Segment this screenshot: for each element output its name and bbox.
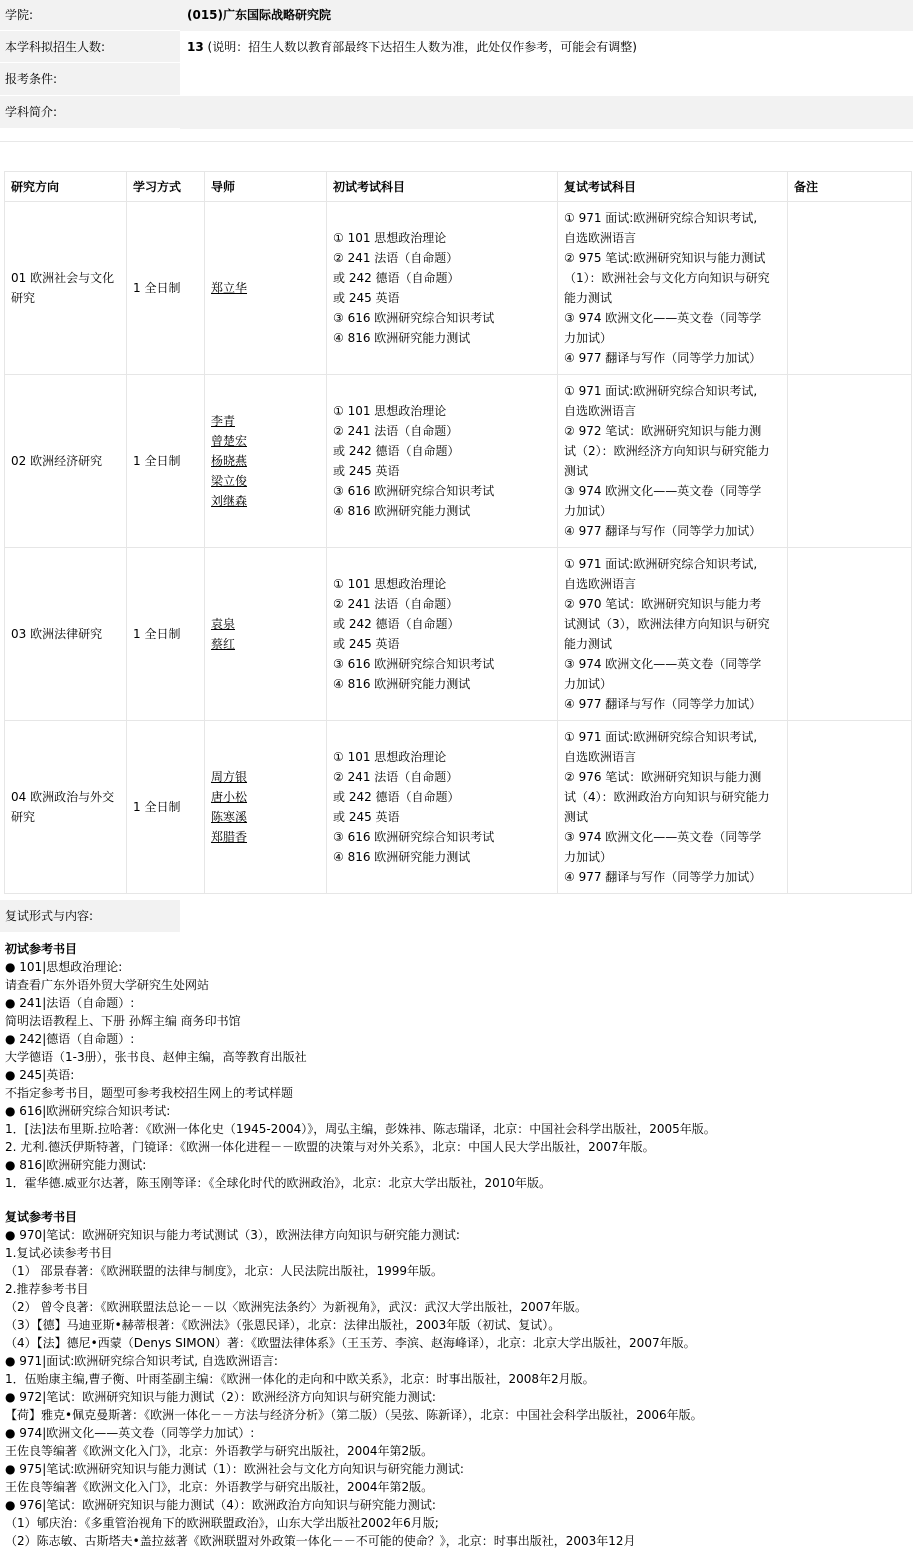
initial-exam-cell: ① 101 思想政治理论 ② 241 法语（自命题） 或 242 德语（自命题） 或 245 英语 ③ 616 欧洲研究综合知识考试 ④ 816 欧洲研究能力测试 (327, 548, 558, 721)
requirements-row (0, 63, 913, 96)
retest-exam-cell: ① 971 面试:欧洲研究综合知识考试, 自选欧洲语言 ② 970 笔试：欧洲研究知识与能力考 试测试（3），欧洲法律方向知识与研究 能力测试 ③ 974 欧洲文化——英文卷（同等学 力加试） ④ 977 翻译与写作（同等学力加试） (558, 548, 788, 721)
tutor-cell (205, 202, 327, 375)
book-line: ● 101|思想政治理论: (5, 960, 123, 974)
header-retest-exam: 复试考试科目 (558, 172, 788, 202)
tutor-link[interactable]: 杨晓燕 (211, 454, 248, 468)
initial-exam-cell: ① 101 思想政治理论 ② 241 法语（自命题） 或 242 德语（自命题） 或 245 英语 ③ 616 欧洲研究综合知识考试 ④ 816 欧洲研究能力测试 (327, 721, 558, 894)
book-line: 2.推荐参考书目 (5, 1282, 89, 1296)
tutor-cell (205, 721, 327, 894)
direction-cell: 01 欧洲社会与文化 研究 (5, 202, 127, 375)
book-line: ● 245|英语: (5, 1068, 75, 1082)
tutor-link[interactable]: 曾楚宏 (211, 434, 248, 448)
direction-cell: 03 欧洲法律研究 (5, 548, 127, 721)
table-row (5, 375, 912, 548)
book-line: ● 970|笔试：欧洲研究知识与能力考试测试（3），欧洲法律方向知识与研究能力测试: (5, 1228, 460, 1242)
college-value: (015)广东国际战略研究院 (180, 0, 913, 31)
tutor-cell (205, 548, 327, 721)
enroll-row (0, 31, 913, 63)
remark-cell (788, 202, 912, 375)
retest-form-row (0, 900, 913, 933)
initial-exam-cell: ① 101 思想政治理论 ② 241 法语（自命题） 或 242 德语（自命题） 或 245 英语 ③ 616 欧洲研究综合知识考试 ④ 816 欧洲研究能力测试 (327, 375, 558, 548)
book-line: ● 971|面试:欧洲研究综合知识考试, 自选欧洲语言: (5, 1354, 278, 1368)
book-line: ● 241|法语（自命题）: (5, 996, 135, 1010)
enroll-number: 13 (187, 40, 204, 54)
book-line: （2）陈志敏、古斯塔夫•盖拉兹著《欧洲联盟对外政策一体化－－不可能的使命？》，北京：时事出版社，2003年12月 (5, 1534, 636, 1548)
divider (0, 141, 913, 142)
book-line: 简明法语教程上、下册 孙辉主编 商务印书馆 (5, 1014, 241, 1028)
intro-row (0, 96, 913, 129)
mode-cell: 1 全日制 (127, 375, 205, 548)
retest-exam-cell: ① 971 面试:欧洲研究综合知识考试, 自选欧洲语言 ② 972 笔试：欧洲研究知识与能力测 试（2）：欧洲经济方向知识与研究能力 测试 ③ 974 欧洲文化——英文卷（同等学 力加试） ④ 977 翻译与写作（同等学力加试） (558, 375, 788, 548)
requirements-value (180, 63, 913, 96)
remark-cell (788, 721, 912, 894)
book-line: ● 975|笔试:欧洲研究知识与能力测试（1）：欧洲社会与文化方向知识与研究能力测试: (5, 1462, 464, 1476)
intro-label: 学科简介: (0, 96, 180, 129)
retest-books-section (5, 1208, 910, 1550)
retest-exam-cell: ① 971 面试:欧洲研究综合知识考试, 自选欧洲语言 ② 975 笔试:欧洲研究知识与能力测试 （1）：欧洲社会与文化方向知识与研究 能力测试 ③ 974 欧洲文化——英文卷（同等学 力加试） ④ 977 翻译与写作（同等学力加试） (558, 202, 788, 375)
header-remark: 备注 (788, 172, 912, 202)
header-initial-exam: 初试考试科目 (327, 172, 558, 202)
table-row (5, 548, 912, 721)
book-line: 2. 尤利.德沃伊斯特著，门镜译：《欧洲一体化进程－－欧盟的决策与对外关系》，北京：中国人民大学出版社，2007年版。 (5, 1140, 655, 1154)
book-line: ● 242|德语（自命题）: (5, 1032, 135, 1046)
mode-cell: 1 全日制 (127, 548, 205, 721)
header-tutor: 导师 (205, 172, 327, 202)
book-line: 大学德语（1-3册），张书良、赵伸主编，高等教育出版社 (5, 1050, 307, 1064)
retest-form-label: 复试形式与内容: (0, 900, 180, 933)
remark-cell (788, 375, 912, 548)
header-mode: 学习方式 (127, 172, 205, 202)
book-line: ● 616|欧洲研究综合知识考试: (5, 1104, 171, 1118)
tutor-link[interactable]: 梁立俊 (211, 474, 248, 488)
table-header-row (5, 172, 912, 202)
mode-cell: 1 全日制 (127, 721, 205, 894)
tutor-link[interactable]: 李青 (211, 414, 236, 428)
enroll-label: 本学科拟招生人数: (0, 31, 180, 63)
college-row (0, 0, 913, 31)
tutor-link[interactable]: 唐小松 (211, 790, 248, 804)
direction-cell: 02 欧洲经济研究 (5, 375, 127, 548)
intro-value (180, 96, 913, 129)
program-table (4, 171, 912, 894)
retest-exam-cell: ① 971 面试:欧洲研究综合知识考试, 自选欧洲语言 ② 976 笔试：欧洲研究知识与能力测 试（4）：欧洲政治方向知识与研究能力 测试 ③ 974 欧洲文化——英文卷（同等学 力加试） ④ 977 翻译与写作（同等学力加试） (558, 721, 788, 894)
remark-cell (788, 548, 912, 721)
book-line: （3）【德】马迪亚斯•赫蒂根著：《欧洲法》（张恩民译），北京：法律出版社，2003年版（初试、复试）。 (5, 1318, 561, 1332)
initial-books-title: 初试参考书目 (5, 942, 78, 956)
book-line: （1） 邵景春著：《欧洲联盟的法律与制度》，北京：人民法院出版社，1999年版。 (5, 1264, 443, 1278)
book-line: 【荷】雅克•佩克曼斯著：《欧洲一体化－－方法与经济分析》（第二版）（吴弦、陈新译），北京：中国社会科学出版社，2006年版。 (5, 1408, 703, 1422)
retest-books-title: 复试参考书目 (5, 1210, 78, 1224)
initial-exam-cell: ① 101 思想政治理论 ② 241 法语（自命题） 或 242 德语（自命题） 或 245 英语 ③ 616 欧洲研究综合知识考试 ④ 816 欧洲研究能力测试 (327, 202, 558, 375)
table-row (5, 721, 912, 894)
tutor-link[interactable]: 刘继森 (211, 494, 248, 508)
tutor-cell (205, 375, 327, 548)
book-line: ● 976|笔试：欧洲研究知识与能力测试（4）：欧洲政治方向知识与研究能力测试: (5, 1498, 436, 1512)
mode-cell: 1 全日制 (127, 202, 205, 375)
tutor-link[interactable]: 郑腊香 (211, 830, 248, 844)
book-line: （1）郇庆治：《多重管治视角下的欧洲联盟政治》，山东大学出版社2002年6月版; (5, 1516, 439, 1530)
book-line: ● 974|欧洲文化——英文卷（同等学力加试）: (5, 1426, 255, 1440)
direction-cell: 04 欧洲政治与外交 研究 (5, 721, 127, 894)
table-row (5, 202, 912, 375)
book-line: 请查看广东外语外贸大学研究生处网站 (5, 978, 210, 992)
college-label: 学院: (0, 0, 180, 31)
book-line: 王佐良等编著《欧洲文化入门》，北京：外语教学与研究出版社，2004年第2版。 (5, 1480, 434, 1494)
header-direction: 研究方向 (5, 172, 127, 202)
book-line: （2） 曾令良著：《欧洲联盟法总论－－以〈欧洲宪法条约〉为新视角》，武汉：武汉大学出版社，2007年版。 (5, 1300, 587, 1314)
book-line: ● 972|笔试：欧洲研究知识与能力测试（2）：欧洲经济方向知识与研究能力测试: (5, 1390, 436, 1404)
requirements-label: 报考条件: (0, 63, 180, 96)
tutor-link[interactable]: 郑立华 (211, 281, 248, 295)
tutor-link[interactable]: 蔡红 (211, 637, 236, 651)
book-line: 王佐良等编著《欧洲文化入门》，北京：外语教学与研究出版社，2004年第2版。 (5, 1444, 434, 1458)
book-line: 1．伍贻康主编,曹子衡、叶雨荃副主编：《欧洲一体化的走向和中欧关系》，北京：时事出版社，2008年2月版。 (5, 1372, 595, 1386)
tutor-link[interactable]: 陈寒溪 (211, 810, 248, 824)
retest-form-value (180, 900, 913, 933)
book-line: 1．[法]法布里斯.拉哈著：《欧洲一体化史（1945-2004）》，周弘主编，彭姝祎、陈志瑞译，北京：中国社会科学出版社，2005年版。 (5, 1122, 716, 1136)
book-line: （4）【法】德尼•西蒙（Denys SIMON）著：《欧盟法律体系》（王玉芳、李滨、赵海峰译），北京：北京大学出版社，2007年版。 (5, 1336, 696, 1350)
book-line: ● 816|欧洲研究能力测试: (5, 1158, 147, 1172)
enroll-note: (说明：招生人数以教育部最终下达招生人数为准，此处仅作参考，可能会有调整) (207, 40, 637, 54)
tutor-link[interactable]: 周方银 (211, 770, 248, 784)
book-line: 不指定参考书目，题型可参考我校招生网上的考试样题 (5, 1086, 294, 1100)
initial-books-section (5, 940, 910, 1192)
tutor-link[interactable]: 袁泉 (211, 617, 236, 631)
book-line: 1．霍华德.威亚尔达著，陈玉刚等译：《全球化时代的欧洲政治》，北京：北京大学出版社，2010年版。 (5, 1176, 551, 1190)
enroll-value (180, 31, 913, 63)
book-line: 1.复试必读参考书目 (5, 1246, 113, 1260)
